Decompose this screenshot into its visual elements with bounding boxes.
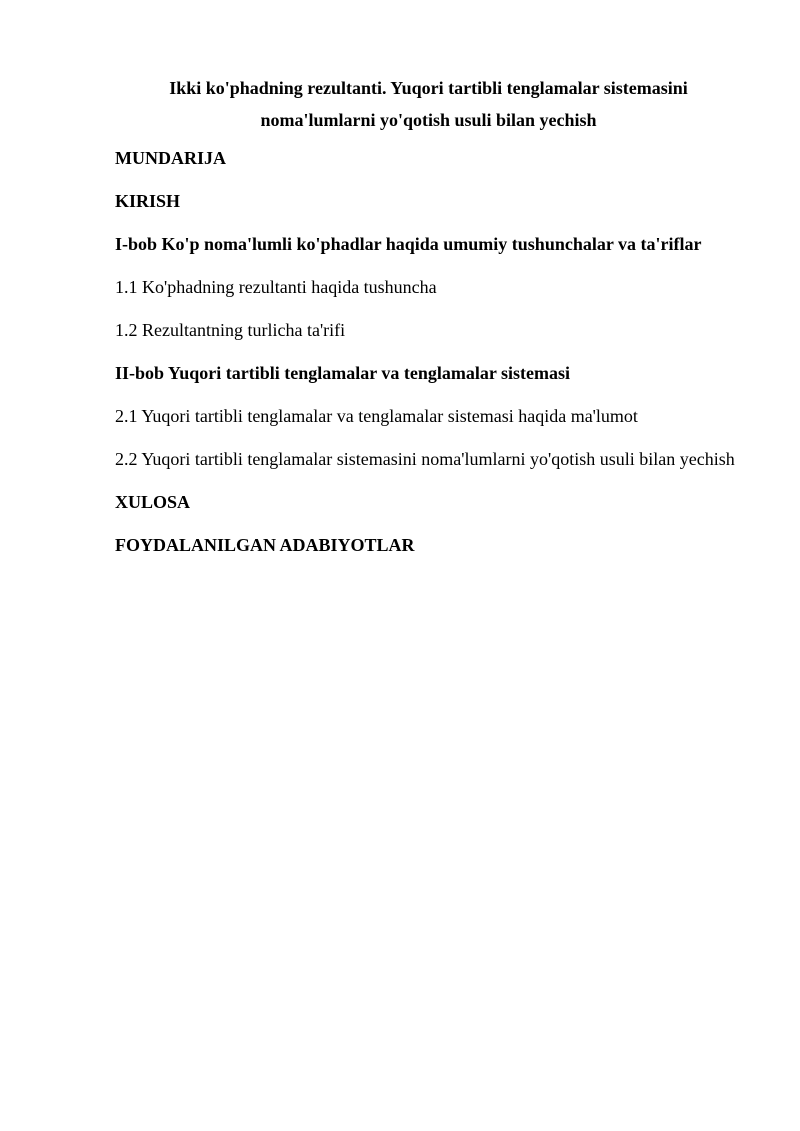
document-content — [115, 72, 742, 576]
toc-section-1-1: 1.1 Ko'phadning rezultanti haqida tushuncha — [115, 277, 437, 297]
toc-item-references: FOYDALANILGAN ADABIYOTLAR — [115, 535, 415, 555]
toc-item-xulosa: XULOSA — [115, 492, 191, 512]
toc-chapter-1: I-bob Ko'p noma'lumli ko'phadlar haqida umumiy tushunchalar va ta'riflar — [115, 234, 702, 254]
document-title — [115, 72, 742, 136]
toc-heading-mundarija: MUNDARIJA — [115, 148, 226, 168]
toc-section-2-1: 2.1 Yuqori tartibli tenglamalar va tenglamalar sistemasi haqida ma'lumot — [115, 406, 638, 426]
document-title-line-2: noma'lumlarni yo'qotish usuli bilan yechish — [260, 110, 597, 130]
table-of-contents — [115, 146, 742, 557]
document-title-line-1: Ikki ko'phadning rezultanti. Yuqori tartibli tenglamalar sistemasini — [169, 78, 688, 98]
toc-section-2-2: 2.2 Yuqori tartibli tenglamalar sistemasini noma'lumlarni yo'qotish usuli bilan yechish — [115, 449, 735, 469]
toc-item-kirish: KIRISH — [115, 191, 181, 211]
toc-section-1-2: 1.2 Rezultantning turlicha ta'rifi — [115, 320, 346, 340]
toc-chapter-2: II-bob Yuqori tartibli tenglamalar va tenglamalar sistemasi — [115, 363, 571, 383]
